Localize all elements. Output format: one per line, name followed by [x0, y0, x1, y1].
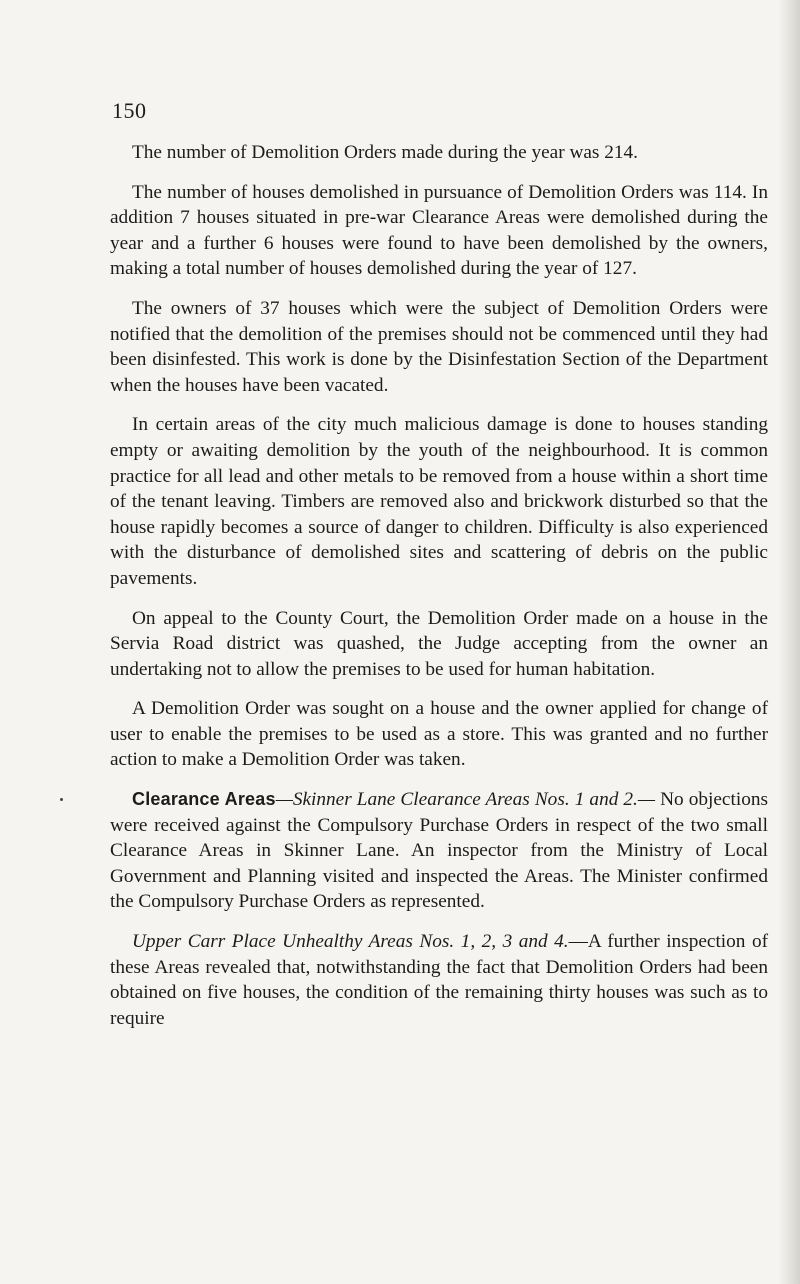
paragraph-demolition-orders-count: The number of Demolition Orders made during the year was 214.	[132, 142, 638, 163]
document-body	[110, 140, 768, 1045]
scan-speck	[60, 798, 63, 801]
clearance-text: No objections were received against the Compulsory Purchase Orders in respect of the two small Clearance Areas in Skinner Lane. An inspector from the Ministry of Local Government and Planning visited and inspected the Areas. The Minister confirmed the Compulsory Purchase Orders as represented.	[110, 789, 768, 913]
upper-carr-text: —A further inspection of these Areas revealed that, notwithstanding the fact that Demolition Orders had been obtained on five houses, the condition of the remaining thirty houses was such as to require	[110, 931, 768, 1029]
paragraph-change-of-user: A Demolition Order was sought on a house and the owner applied for change of user to enable the premises to be used as a store. This was granted and no further action to make a Demolition Order was taken.	[110, 698, 768, 771]
paragraph-county-court-appeal: On appeal to the County Court, the Demolition Order made on a house in the Servia Road district was quashed, the Judge accepting from the owner an undertaking not to allow the premises to be used for human habitation.	[110, 607, 768, 680]
paragraph-disinfestation: The owners of 37 houses which were the subject of Demolition Orders were notified that the demolition of the premises should not be commenced until they had been disinfested. This work is done by the Disinfestation Section of the Department when the houses have been vacated.	[110, 297, 768, 396]
paragraph-houses-demolished: The number of houses demolished in pursuance of Demolition Orders was 114. In addition 7 houses situated in pre-war Clearance Areas were demolished during the year and a further 6 houses were found to have been demolished by the owners, making a total number of houses demolished during the year of 127.	[110, 181, 768, 280]
page-edge-shadow	[778, 0, 800, 1284]
clearance-subheading: —Skinner Lane Clearance Areas Nos. 1 and 2.—	[275, 789, 656, 811]
section-heading-clearance-areas: Clearance Areas	[132, 789, 276, 810]
upper-carr-title: Upper Carr Place Unhealthy Areas Nos. 1, 2, 3 and 4.	[132, 931, 569, 953]
paragraph-clearance-areas	[110, 787, 768, 915]
paragraph-malicious-damage: In certain areas of the city much malicious damage is done to houses standing empty or awaiting demolition by the youth of the neighbourhood. It is common practice for all lead and other metals to be removed from a house within a short time of the tenant leaving. Timbers are removed also and brickwork disturbed so that the house rapidly becomes a source of danger to children. Difficulty is also experienced with the disturbance of demolished sites and scattering of debris on the public pavements.	[110, 414, 768, 589]
paragraph-upper-carr-place	[110, 929, 768, 1031]
page-number: 150	[112, 98, 147, 123]
